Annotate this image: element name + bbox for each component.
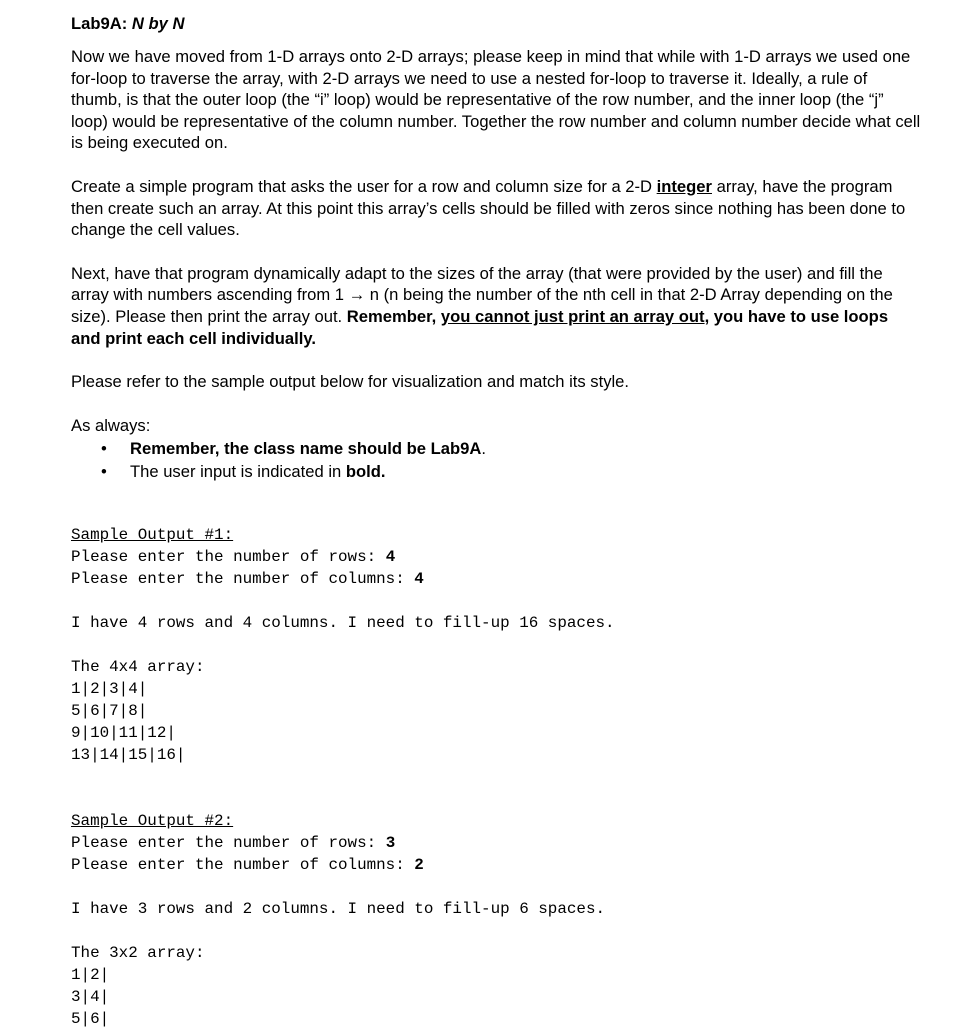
- integer-emphasis: integer: [656, 176, 712, 196]
- create-paragraph: [71, 176, 921, 241]
- columns-prompt: Please enter the number of columns:: [71, 570, 415, 589]
- sample-output-1: [71, 524, 921, 766]
- next-paragraph: [71, 263, 921, 349]
- as-always-heading: As always:: [71, 415, 151, 435]
- input-note-text: The user input is indicated in: [130, 462, 346, 482]
- document-page: [71, 14, 921, 1030]
- summary-line: I have 3 rows and 2 columns. I need to fill-up 6 spaces.: [71, 900, 606, 919]
- page-title: [71, 14, 921, 34]
- array-row: 1|2|: [71, 966, 110, 985]
- array-row: 1|2|3|4|: [71, 680, 148, 699]
- rows-input: 3: [385, 834, 396, 853]
- array-row: 3|4|: [71, 988, 110, 1007]
- array-row: 5|6|: [71, 1010, 110, 1029]
- create-text-before: Create a simple program that asks the user for a row and column size for a 2-D: [71, 176, 657, 196]
- use-loops-note: , you have to use loops and print each cell individually.: [71, 306, 889, 348]
- array-title: The 3x2 array:: [71, 944, 205, 963]
- lab-number: Lab9A:: [71, 14, 128, 33]
- lab-name: N by N: [131, 14, 185, 33]
- columns-input: 4: [414, 570, 424, 589]
- class-name-period: .: [481, 439, 486, 459]
- summary-line: I have 4 rows and 4 columns. I need to fill-up 16 spaces.: [71, 614, 615, 633]
- next-text: Next, have that program dynamically adapt to the sizes of the array (that were provided by the user) and fill the array with numbers ascending from 1 → n (n being the number of the nth cell in that 2-D Array depending on the size). Please then print the array out.: [71, 263, 893, 326]
- intro-paragraph: Now we have moved from 1-D arrays onto 2-D arrays; please keep in mind that while with 1-D arrays we used one for-loop to traverse the array, with 2-D arrays we need to use a nested for-loop to traverse it. Ideally, a rule of thumb, is that the outer loop (the “i” loop) would be representative of the row number, and the inner loop (the “j” loop) would be representative of the column number. Together the row number and column number decide what cell is being executed on.: [71, 47, 921, 153]
- sample-label: Sample Output #1:: [71, 526, 234, 545]
- reminder-list: [71, 437, 921, 483]
- list-item: [71, 437, 921, 460]
- rows-prompt: Please enter the number of rows:: [71, 548, 386, 567]
- sample-label: Sample Output #2:: [71, 812, 234, 831]
- sample-output-2: [71, 810, 921, 1030]
- rows-input: 4: [385, 548, 396, 567]
- columns-prompt: Please enter the number of columns:: [71, 856, 415, 875]
- cannot-print-warning: you cannot just print an array out: [440, 306, 705, 326]
- array-row: 5|6|7|8|: [71, 702, 148, 721]
- create-text-after: array, have the program then create such an array. At this point this array’s cells should be filled with zeros since nothing has been done to change the cell values.: [71, 176, 906, 240]
- list-item: [71, 460, 921, 483]
- array-row: 9|10|11|12|: [71, 724, 176, 743]
- remember-lead: Remember,: [346, 306, 441, 326]
- rows-prompt: Please enter the number of rows:: [71, 834, 386, 853]
- array-row: 13|14|15|16|: [71, 746, 186, 765]
- class-name-reminder: Remember, the class name should be Lab9A: [130, 439, 482, 459]
- columns-input: 2: [414, 856, 424, 875]
- input-note-bold: bold.: [345, 462, 386, 482]
- refer-paragraph: Please refer to the sample output below for visualization and match its style.: [71, 372, 630, 392]
- array-title: The 4x4 array:: [71, 658, 205, 677]
